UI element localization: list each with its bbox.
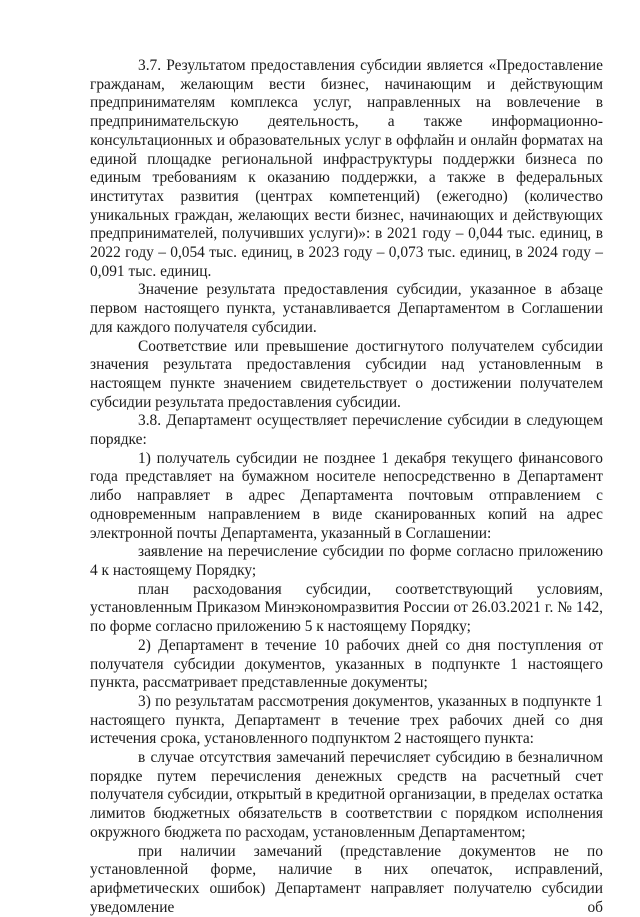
paragraph-with-remarks: при наличии замечаний (представление документов не по установленной форме, наличие в них опечаток, исправлений, арифметических ошибок) Департамент направляет получателю субсидии уведомление об: [90, 842, 603, 916]
paragraph-result-compliance: Соответствие или превышение достигнутого получателем субсидии значения результата предоставления субсидии над установленным в настоящем пункте значением свидетельствует о достижении получателем субсидии результата предоставления субсидии.: [90, 337, 603, 411]
paragraph-3-7-result: 3.7. Результатом предоставления субсидии является «Предоставление гражданам, желающим вести бизнес, начинающим и действующим предпринимателям комплекса услуг, направленных на вовлечение в предпринимательскую деятельность, а также информационно-консультационных и образовательных услуг в оффлайн и онлайн форматах на единой площадке региональной инфраструктуры поддержки бизнеса по единым требованиям к оказанию поддержки, а также в федеральных институтах развития (центрах компетенций) (ежегодно) (количество уникальных граждан, желающих вести бизнес, начинающих и действующих предпринимателей, получивших услуги)»: в 2021 году – 0,044 тыс. единиц, в 2022 году – 0,054 тыс. единиц, в 2023 году – 0,073 тыс. единиц, в 2024 году – 0,091 тыс. единиц.: [90, 57, 603, 280]
paragraph-spending-plan: план расходования субсидии, соответствующий условиям, установленным Приказом Минэкономразвития России от 26.03.2021 г. № 142, по форме согласно приложению 5 к настоящему Порядку;: [90, 580, 603, 636]
paragraph-3-8-transfer: 3.8. Департамент осуществляет перечисление субсидии в следующем порядке:: [90, 412, 603, 449]
paragraph-subitem-1: 1) получатель субсидии не позднее 1 декабря текущего финансового года представляет на бумажном носителе непосредственно в Департамент либо направляет в адрес Департамента почтовым отправлением с одновременным направлением в виде сканированных копий на адрес электронной почты Департамента, указанный в Соглашении:: [90, 449, 603, 542]
paragraph-application: заявление на перечисление субсидии по форме согласно приложению 4 к настоящему Порядку;: [90, 543, 603, 579]
document-page: [90, 57, 603, 917]
paragraph-subitem-3: 3) по результатам рассмотрения документов, указанных в подпункте 1 настоящего пункта, Департамент в течение трех рабочих дней со дня истечения срока, установленного подпунктом 2 настоящего пункта:: [90, 692, 603, 748]
paragraph-no-remarks: в случае отсутствия замечаний перечисляет субсидию в безналичном порядке путем перечисления денежных средств на расчетный счет получателя субсидии, открытый в кредитной организации, в пределах остатка лимитов бюджетных обязательств в соответствии с порядком исполнения окружного бюджета по расходам, установленным Департаментом;: [90, 749, 603, 841]
paragraph-result-value: Значение результата предоставления субсидии, указанное в абзаце первом настоящего пункта, устанавливается Департаментом в Соглашении для каждого получателя субсидии.: [90, 281, 603, 336]
paragraph-subitem-2: 2) Департамент в течение 10 рабочих дней со дня поступления от получателя субсидии документов, указанных в подпункте 1 настоящего пункта, рассматривает представленные документы;: [90, 636, 603, 692]
